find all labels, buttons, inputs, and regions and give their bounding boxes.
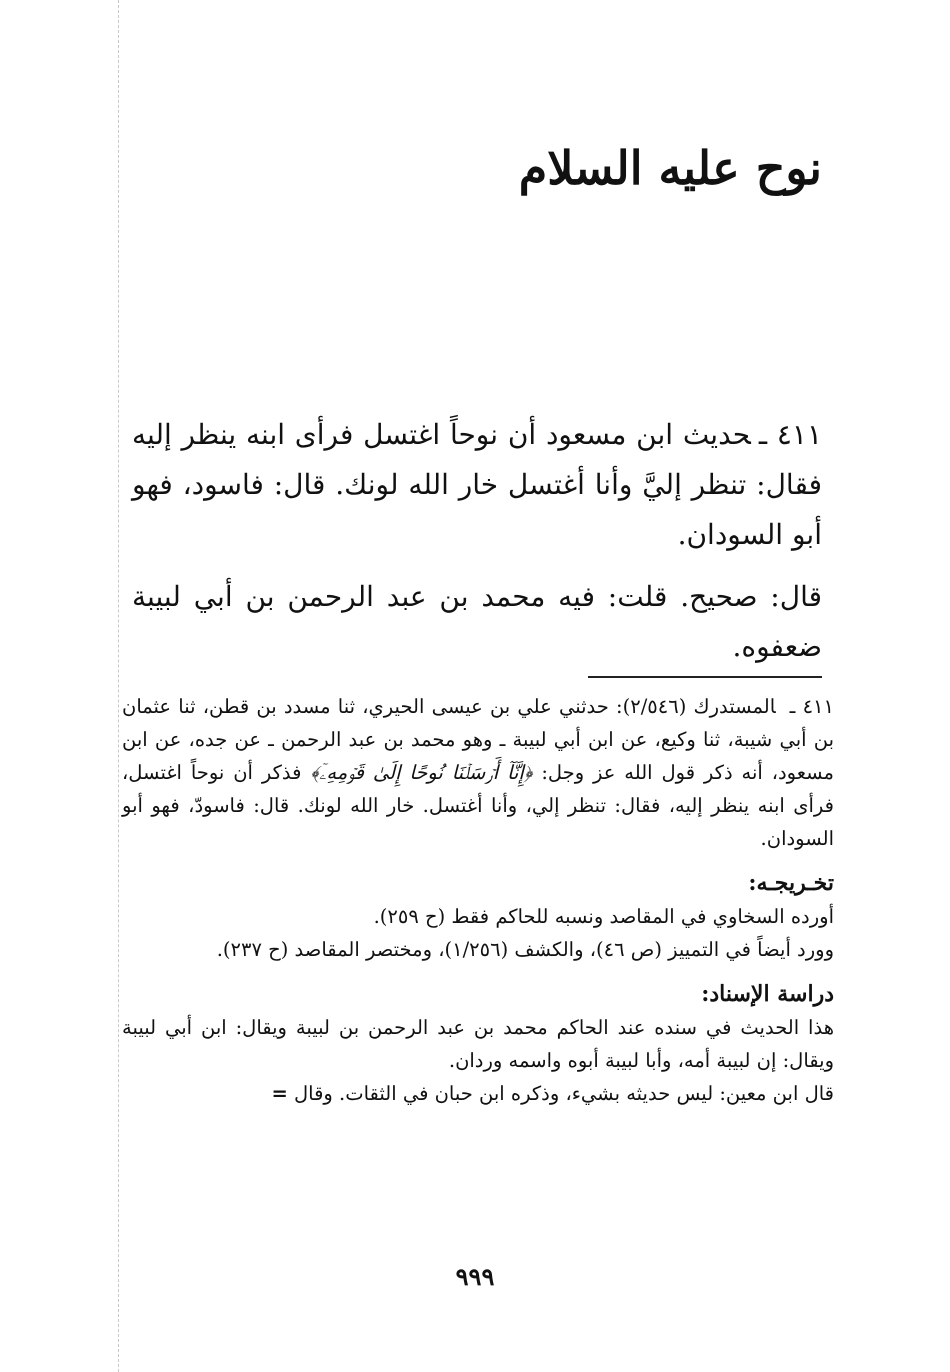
takhrij-line-1: أورده السخاوي في المقاصد ونسبه للحاكم فقط (ح ٢٥٩). [373,905,834,928]
footnote-source-text: المستدرك (٢/٥٤٦): حدثني علي بن عيسى الحيري، ثنا مسدد بن قطن، ثنا عثمان بن أبي شيبة، ثنا وكيع، عن ابن أبي لبيبة ـ وهو محمد بن عبد الرحمن ـ عن جده، عن ابن مسعود، أنه ذكر قول الله عز وجل: [122,695,834,784]
isnad-line-2-paragraph [122,1077,834,1110]
hadith-text: حديث ابن مسعود أن نوحاً اغتسل فرأى ابنه ينظر إليه فقال: تنظر إليَّ وأنا أغتسل خار الله لونك. قال: فاسود، فهو أبو السودان. [132,418,822,551]
takhrij-heading: تخـريجـه: [748,870,834,896]
hadith-number: ٤١١ ـ [758,418,822,451]
footnote-divider [588,676,822,678]
footnote-number: ٤١١ ـ [789,695,834,718]
footnote-section [122,690,834,1110]
page-edge-dashed-line [118,0,119,1372]
continuation-mark: = [271,1082,288,1105]
chapter-title: نوح عليه السلام [518,141,822,195]
footnote-source-text-2: فذكر أن نوحاً اغتسل، فرأى ابنه ينظر إليه، فقال: تنظر إلي، وأنا أغتسل. خار الله لونك. قال: فاسودّ، فهو أبو السودان. [122,761,834,850]
isnad-line-2: قال ابن معين: ليس حديثه بشيء، وذكره ابن حبان في الثقات. وقال [293,1082,834,1105]
hadith-text-paragraph [132,410,822,560]
page-number: ٩٩٩ [455,1262,495,1291]
hadith-verdict: قال: صحيح. قلت: فيه محمد بن عبد الرحمن بن أبي لبيبة ضعفوه. [132,580,822,663]
footnote-source-paragraph [122,690,834,855]
hadith-entry [132,410,822,672]
isnad-line-1: هذا الحديث في سنده عند الحاكم محمد بن عبد الرحمن بن لبيبة ويقال: ابن أبي لبيبة ويقال: إن لبيبة أمه، وأبا لبيبة أبوه واسمه وردان. [122,1016,834,1072]
takhrij-line-2: وورد أيضاً في التمييز (ص ٤٦)، والكشف (١/٢٥٦)، ومختصر المقاصد (ح ٢٣٧). [216,938,834,961]
quran-verse: ﴿إِنَّآ أَرۡسَلۡنَا نُوحًا إِلَىٰ قَوۡمِهِۦٓ﴾ [310,761,533,784]
isnad-heading: دراسة الإسناد: [701,981,834,1007]
